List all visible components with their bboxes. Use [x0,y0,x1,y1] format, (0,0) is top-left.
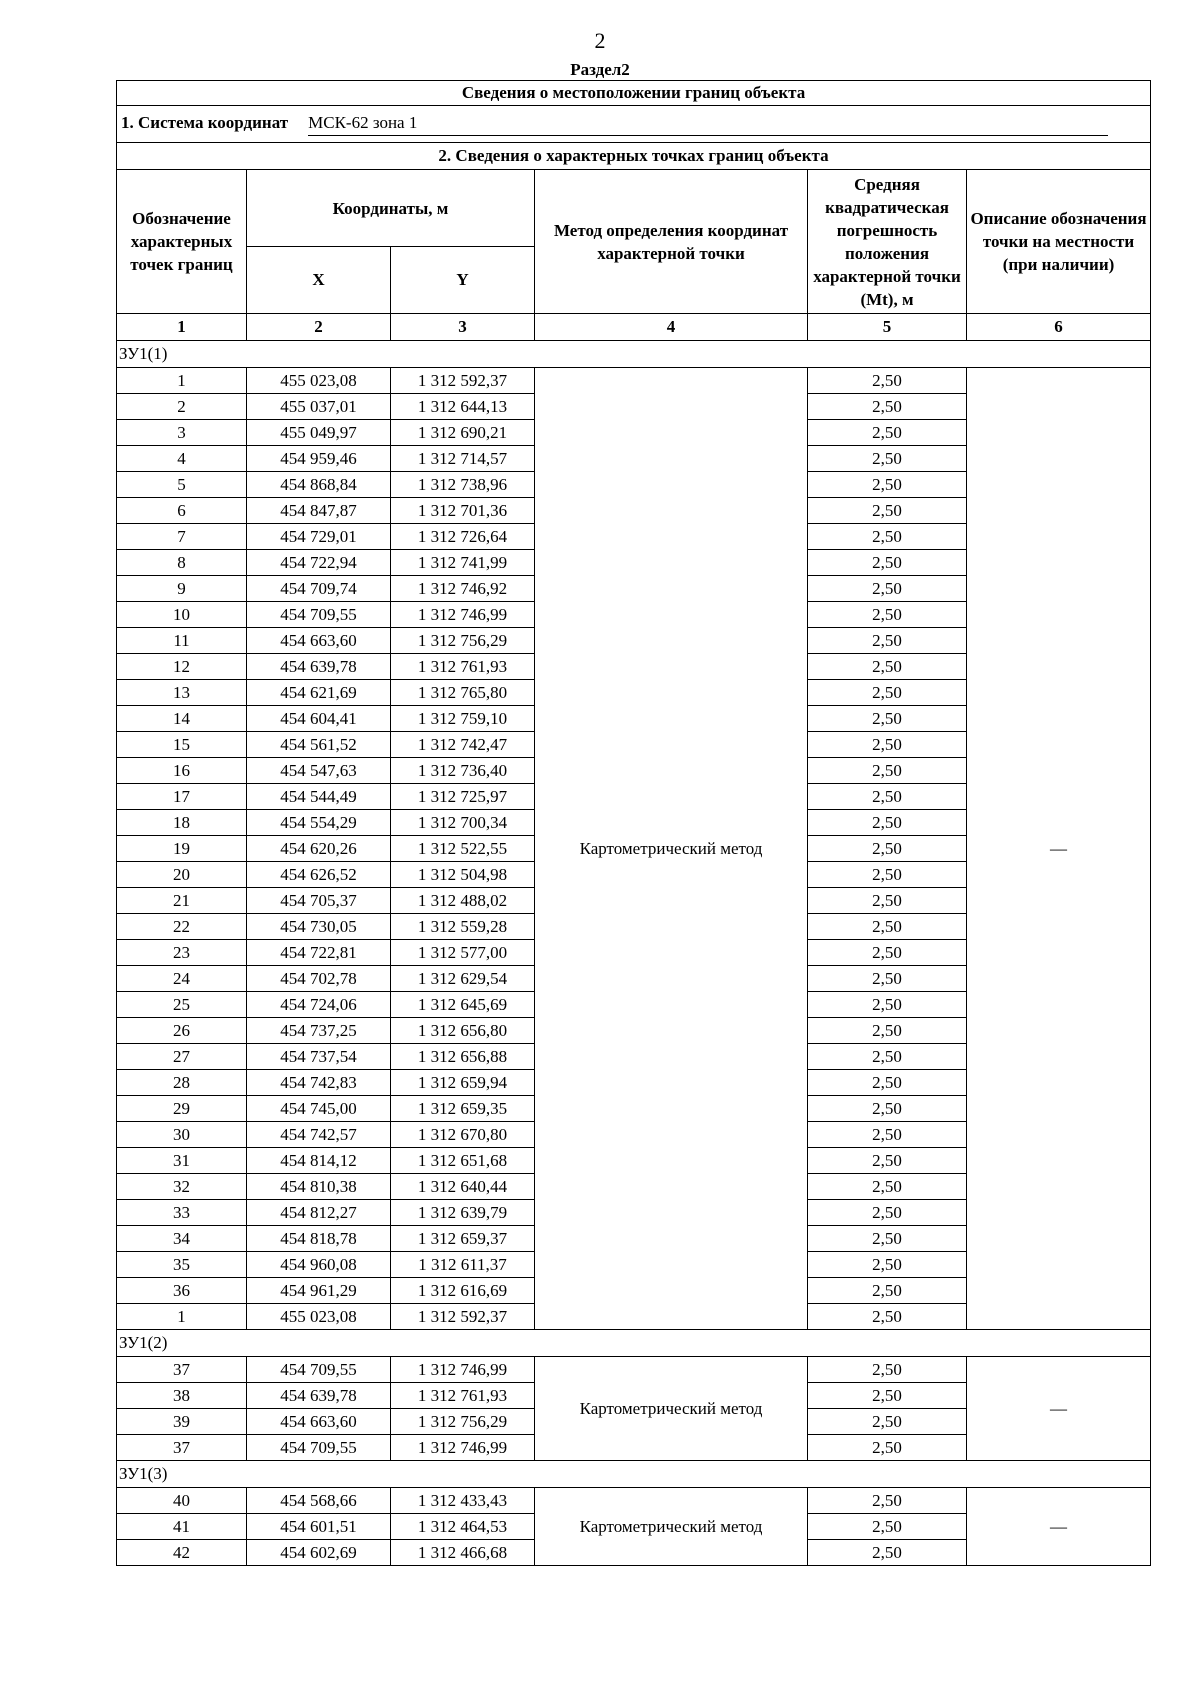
point-number: 17 [117,784,247,810]
coord-y: 1 312 700,34 [391,810,535,836]
error-value: 2,50 [808,1122,967,1148]
coord-y: 1 312 742,47 [391,732,535,758]
coord-y: 1 312 656,88 [391,1044,535,1070]
column-number: 4 [535,314,808,341]
coord-y: 1 312 488,02 [391,888,535,914]
point-number: 37 [117,1357,247,1383]
coord-y: 1 312 466,68 [391,1540,535,1566]
coord-y: 1 312 756,29 [391,1409,535,1435]
coord-y: 1 312 765,80 [391,680,535,706]
point-number: 32 [117,1174,247,1200]
error-value: 2,50 [808,368,967,394]
error-value: 2,50 [808,914,967,940]
error-value: 2,50 [808,446,967,472]
coordinate-system-value: МСК-62 зона 1 [308,113,1108,136]
error-value: 2,50 [808,966,967,992]
error-value: 2,50 [808,1540,967,1566]
coord-y: 1 312 629,54 [391,966,535,992]
points-section-title: 2. Сведения о характерных точках границ объекта [117,143,1151,170]
column-numbers-row [117,314,1151,341]
coord-x: 454 626,52 [247,862,391,888]
point-number: 31 [117,1148,247,1174]
description-cell: — [967,1357,1151,1461]
point-number: 34 [117,1226,247,1252]
point-number: 30 [117,1122,247,1148]
point-number: 23 [117,940,247,966]
error-value: 2,50 [808,1018,967,1044]
error-value: 2,50 [808,420,967,446]
coord-y: 1 312 616,69 [391,1278,535,1304]
error-value: 2,50 [808,1070,967,1096]
coord-x: 454 818,78 [247,1226,391,1252]
error-value: 2,50 [808,654,967,680]
header-error: Средняя квадратическая погрешность положения характерной точки (Mt), м [808,170,967,314]
error-value: 2,50 [808,732,967,758]
coord-y: 1 312 670,80 [391,1122,535,1148]
point-number: 35 [117,1252,247,1278]
coord-x: 454 745,00 [247,1096,391,1122]
boundary-points-table [116,80,1151,1566]
coord-y: 1 312 738,96 [391,472,535,498]
coord-y: 1 312 659,35 [391,1096,535,1122]
error-value: 2,50 [808,1514,967,1540]
section-title: Раздел2 [570,60,630,79]
coord-x: 454 812,27 [247,1200,391,1226]
error-value: 2,50 [808,1488,967,1514]
coord-x: 454 663,60 [247,628,391,654]
error-value: 2,50 [808,1226,967,1252]
coord-x: 454 722,94 [247,550,391,576]
error-value: 2,50 [808,1148,967,1174]
header-y: Y [391,247,535,314]
coord-x: 454 620,26 [247,836,391,862]
coord-x: 454 561,52 [247,732,391,758]
error-value: 2,50 [808,1200,967,1226]
coord-x: 454 621,69 [247,680,391,706]
point-number: 26 [117,1018,247,1044]
error-value: 2,50 [808,1357,967,1383]
coord-x: 454 961,29 [247,1278,391,1304]
table-row [117,1488,1151,1514]
column-number: 6 [967,314,1151,341]
coord-y: 1 312 746,99 [391,1357,535,1383]
error-value: 2,50 [808,1278,967,1304]
error-value: 2,50 [808,550,967,576]
error-value: 2,50 [808,992,967,1018]
coordinate-system-row [117,106,1151,143]
point-number: 28 [117,1070,247,1096]
coord-y: 1 312 559,28 [391,914,535,940]
coord-y: 1 312 741,99 [391,550,535,576]
error-value: 2,50 [808,1252,967,1278]
error-value: 2,50 [808,1409,967,1435]
error-value: 2,50 [808,862,967,888]
coord-y: 1 312 725,97 [391,784,535,810]
coord-x: 455 049,97 [247,420,391,446]
error-value: 2,50 [808,810,967,836]
point-number: 40 [117,1488,247,1514]
coord-y: 1 312 651,68 [391,1148,535,1174]
coord-y: 1 312 746,99 [391,1435,535,1461]
point-number: 13 [117,680,247,706]
table-row [117,368,1151,394]
coord-y: 1 312 592,37 [391,368,535,394]
error-value: 2,50 [808,940,967,966]
error-value: 2,50 [808,888,967,914]
error-value: 2,50 [808,1096,967,1122]
column-number: 3 [391,314,535,341]
method-cell: Картометрический метод [535,1488,808,1566]
error-value: 2,50 [808,784,967,810]
coord-x: 454 554,29 [247,810,391,836]
coord-y: 1 312 726,64 [391,524,535,550]
error-value: 2,50 [808,524,967,550]
method-cell: Картометрический метод [535,368,808,1330]
error-value: 2,50 [808,472,967,498]
coord-y: 1 312 577,00 [391,940,535,966]
point-number: 16 [117,758,247,784]
error-value: 2,50 [808,394,967,420]
coord-x: 454 705,37 [247,888,391,914]
header-coordinates: Координаты, м [247,170,535,247]
group-name: ЗУ1(1) [117,341,1151,368]
point-number: 7 [117,524,247,550]
coord-y: 1 312 746,99 [391,602,535,628]
coord-x: 454 959,46 [247,446,391,472]
point-number: 5 [117,472,247,498]
point-number: 15 [117,732,247,758]
coord-x: 454 709,55 [247,1357,391,1383]
table-row [117,1357,1151,1383]
point-number: 22 [117,914,247,940]
coord-y: 1 312 656,80 [391,1018,535,1044]
point-number: 42 [117,1540,247,1566]
coord-x: 454 709,55 [247,602,391,628]
point-number: 14 [117,706,247,732]
coord-y: 1 312 592,37 [391,1304,535,1330]
point-number: 27 [117,1044,247,1070]
coord-y: 1 312 522,55 [391,836,535,862]
point-number: 10 [117,602,247,628]
coord-y: 1 312 504,98 [391,862,535,888]
point-number: 9 [117,576,247,602]
description-cell: — [967,368,1151,1330]
coord-x: 455 037,01 [247,394,391,420]
coord-x: 454 868,84 [247,472,391,498]
point-number: 1 [117,368,247,394]
coord-x: 454 814,12 [247,1148,391,1174]
point-number: 20 [117,862,247,888]
coord-y: 1 312 690,21 [391,420,535,446]
coord-x: 454 544,49 [247,784,391,810]
point-number: 36 [117,1278,247,1304]
coord-x: 454 729,01 [247,524,391,550]
group-header-row [117,341,1151,368]
coord-y: 1 312 611,37 [391,1252,535,1278]
point-number: 25 [117,992,247,1018]
coord-y: 1 312 433,43 [391,1488,535,1514]
coord-y: 1 312 714,57 [391,446,535,472]
column-number: 1 [117,314,247,341]
coord-y: 1 312 761,93 [391,1383,535,1409]
point-number: 39 [117,1409,247,1435]
error-value: 2,50 [808,1304,967,1330]
group-header-row [117,1330,1151,1357]
coord-x: 454 602,69 [247,1540,391,1566]
error-value: 2,50 [808,758,967,784]
header-x: X [247,247,391,314]
point-number: 11 [117,628,247,654]
coordinate-system-label: 1. Система координат [121,112,289,132]
point-number: 24 [117,966,247,992]
point-number: 8 [117,550,247,576]
point-number: 19 [117,836,247,862]
coord-x: 454 663,60 [247,1409,391,1435]
column-number: 5 [808,314,967,341]
header-point-designation: Обозначение характерных точек границ [117,170,247,314]
coord-x: 454 709,74 [247,576,391,602]
coord-x: 454 724,06 [247,992,391,1018]
coord-x: 454 604,41 [247,706,391,732]
coord-x: 454 810,38 [247,1174,391,1200]
error-value: 2,50 [808,498,967,524]
coord-y: 1 312 645,69 [391,992,535,1018]
coord-y: 1 312 761,93 [391,654,535,680]
coord-x: 454 737,25 [247,1018,391,1044]
point-number: 41 [117,1514,247,1540]
error-value: 2,50 [808,1383,967,1409]
error-value: 2,50 [808,628,967,654]
coord-y: 1 312 659,94 [391,1070,535,1096]
point-number: 6 [117,498,247,524]
coord-y: 1 312 759,10 [391,706,535,732]
coord-x: 454 737,54 [247,1044,391,1070]
page-number: 2 [594,28,606,53]
point-number: 18 [117,810,247,836]
coord-x: 454 568,66 [247,1488,391,1514]
coord-x: 454 847,87 [247,498,391,524]
error-value: 2,50 [808,836,967,862]
error-value: 2,50 [808,602,967,628]
error-value: 2,50 [808,1174,967,1200]
coord-x: 454 722,81 [247,940,391,966]
point-number: 12 [117,654,247,680]
coord-x: 454 960,08 [247,1252,391,1278]
group-name: ЗУ1(3) [117,1461,1151,1488]
column-number: 2 [247,314,391,341]
point-number: 2 [117,394,247,420]
point-number: 37 [117,1435,247,1461]
coord-x: 454 601,51 [247,1514,391,1540]
group-header-row [117,1461,1151,1488]
coord-y: 1 312 639,79 [391,1200,535,1226]
point-number: 4 [117,446,247,472]
header-method: Метод определения координат характерной точки [535,170,808,314]
coord-x: 454 730,05 [247,914,391,940]
coord-x: 454 742,83 [247,1070,391,1096]
coord-y: 1 312 464,53 [391,1514,535,1540]
coord-y: 1 312 640,44 [391,1174,535,1200]
coord-y: 1 312 659,37 [391,1226,535,1252]
coord-x: 455 023,08 [247,368,391,394]
coord-y: 1 312 644,13 [391,394,535,420]
coord-x: 454 639,78 [247,654,391,680]
coord-x: 455 023,08 [247,1304,391,1330]
coord-x: 454 742,57 [247,1122,391,1148]
point-number: 1 [117,1304,247,1330]
header-description: Описание обозначения точки на местности (при наличии) [967,170,1151,314]
coord-x: 454 547,63 [247,758,391,784]
point-number: 3 [117,420,247,446]
point-number: 38 [117,1383,247,1409]
error-value: 2,50 [808,680,967,706]
error-value: 2,50 [808,1044,967,1070]
point-number: 33 [117,1200,247,1226]
error-value: 2,50 [808,576,967,602]
coord-y: 1 312 746,92 [391,576,535,602]
error-value: 2,50 [808,1435,967,1461]
group-name: ЗУ1(2) [117,1330,1151,1357]
table-title: Сведения о местоположении границ объекта [117,81,1151,106]
coord-y: 1 312 701,36 [391,498,535,524]
error-value: 2,50 [808,706,967,732]
coord-y: 1 312 756,29 [391,628,535,654]
coord-x: 454 709,55 [247,1435,391,1461]
method-cell: Картометрический метод [535,1357,808,1461]
coord-y: 1 312 736,40 [391,758,535,784]
point-number: 29 [117,1096,247,1122]
coord-x: 454 639,78 [247,1383,391,1409]
point-number: 21 [117,888,247,914]
description-cell: — [967,1488,1151,1566]
coord-x: 454 702,78 [247,966,391,992]
